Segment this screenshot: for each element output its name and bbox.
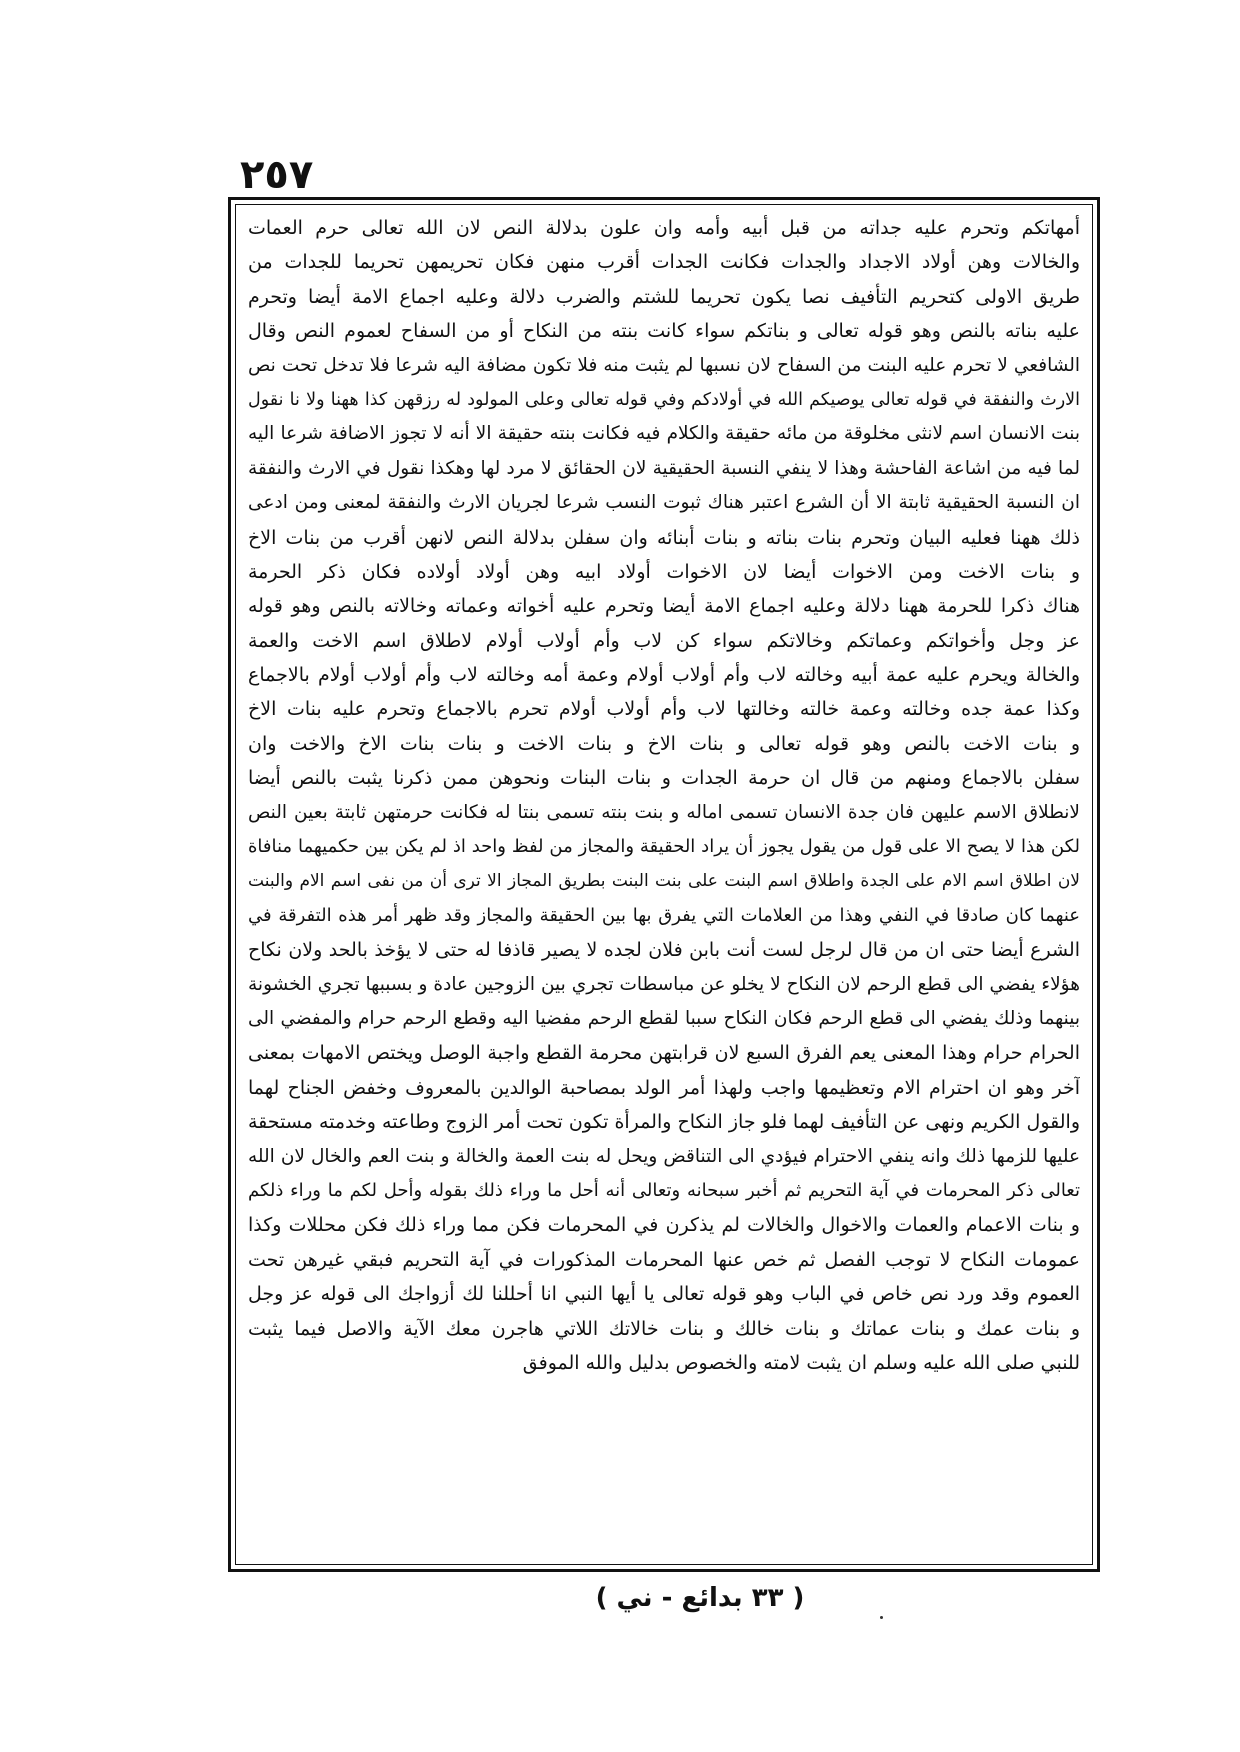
text-line: أمهاتكم وتحرم عليه جداته من قبل أبيه وأمه وان علون بدلالة النص لان الله تعالى حرم العمات [248,217,1080,239]
text-line: تعالى ذكر المحرمات في آية التحريم ثم أخبر سبحانه وتعالى أنه أحل ما وراء ذلك بقوله وأحل لكم ما وراء ذلكم [248,1179,1080,1201]
page-footer: ( ٣٣ بدائع - ني ) [595,1583,805,1613]
text-line: للنبي صلى الله عليه وسلم ان يثبت لامته والخصوص بدليل والله الموفق [522,1351,1080,1374]
page-border [228,197,1100,1572]
text-line: و بنات الاخت بالنص وهو قوله تعالى و بنات الاخ و بنات الاخت و بنات بنات الاخ والاخت وان [248,732,1080,755]
text-line: الارث والنفقة في قوله تعالى يوصيكم الله في أولادكم وفي قوله تعالى وعلى المولود له رزقهن كذا ههنا ولا نا نقول [248,389,1080,410]
text-line: طريق الاولى كتحريم التأفيف نصا يكون تحريما للشتم والضرب دلالة وعليه اجماع الامة أيضا وتحرم [248,285,1080,308]
text-line: سفلن بالاجماع ومنهم من قال ان حرمة الجدات و بنات البنات ونحوهن ممن ذكرنا يثبت بالنص أيضا [248,767,1080,790]
text-line: بنت الانسان اسم لانثى مخلوقة من مائه حقيقة والكلام فيه فكانت بنته حقيقة الا أنه لا تجوز الاضافة شرعا اليه [248,423,1080,445]
text-line: و بنات الاعمام والعمات والاخوال والخالات لم يذكرن في المحرمات فكن مما وراء ذلك فكن محللات وكذا [248,1214,1080,1237]
text-line: عنهما كان صادقا في النفي وهذا من العلامات التي يفرق بها بين الحقيقة والمجاز وقد ظهر أمر هذه التفرقة في [248,904,1080,926]
text-line: وكذا عمة جده وخالته وعمة خالته وخالتها لاب وأم أولاب أولام تحرم بالاجماع وتحرم عليه بنات الاخ [248,698,1080,721]
page-speck [880,1616,883,1619]
text-line: العموم وقد ورد نص خاص في الباب وهو قوله تعالى يا أيها النبي انا أحللنا لك أزواجك الى قوله عز وجل [248,1283,1080,1306]
text-line: و بنات عمك و بنات عماتك و بنات خالك و بنات خالاتك اللاتي هاجرن معك الآية والاصل فيما يثبت [248,1317,1080,1340]
text-line: عليها للزمها ذلك وانه ينفي الاحترام فيؤدي الى التناقض ويحل له بنت العمة والخالة و بنت العم والخال لان الله [248,1145,1080,1167]
text-line: و بنات الاخت ومن الاخوات أيضا لان الاخوات أولاد ابيه وهن أولاد أولاده فكان ذكر الحرمة [248,560,1080,583]
text-line: آخر وهو ان احترام الام وتعظيمها واجب ولهذا أمر الولد بمصاحبة الوالدين بالمعروف وخفض الجناح لهما [248,1076,1080,1099]
text-line: الحرام حرام وهذا المعنى يعم الفرق السبع لان قرابتهن محرمة القطع واجبة الوصل ويختص الامهات بمعنى [248,1042,1080,1065]
text-line: لما فيه من اشاعة الفاحشة وهذا لا ينفي النسبة الحقيقية لان الحقائق لا مرد لها وهكذا نقول في الارث والنفقة [248,457,1080,479]
text-line: الشرع أيضا حتى ان من قال لرجل لست أنت بابن فلان لجده لا يصير قاذفا له حتى لا يؤخذ بالحد ولان نكاح [248,939,1080,962]
page-number: ٢٥٧ [240,152,314,198]
text-line: لانطلاق الاسم عليهن فان جدة الانسان تسمى اماله و بنت بنته تسمى بنتا له فكانت حرمتهن ثابتة بعين النص [248,801,1080,823]
text-frame [235,204,1093,1565]
text-line: هناك ذكرا للحرمة ههنا دلالة وعليه اجماع الامة أيضا وتحرم عليه أخواته وعماته وخالاته بالنص وهو قوله [248,595,1080,618]
text-line: لان اطلاق اسم الام على الجدة واطلاق اسم البنت على بنت البنت بطريق المجاز الا ترى أن من نفى اسم الام والبنت [248,871,1080,892]
text-line: والخالات وهن أولاد الاجداد والجدات فكانت الجدات أقرب منهن فكان تحريمهن تحريما للجدات من [248,251,1080,274]
text-line: بينهما وذلك يفضي الى قطع الرحم فكان النكاح سببا لقطع الرحم مفضيا اليه وقطع الرحم حرام والمفضي الى [248,1007,1080,1029]
text-line: الشافعي لا تحرم عليه البنت من السفاح لان نسبها لم يثبت منه فلا تكون مضافة اليه شرعا فلا تدخل تحت نص [248,354,1080,376]
text-line: والخالة ويحرم عليه عمة أبيه وخالته لاب وأم أولاب أولام وعمة أمه وخالته لاب وأم أولاب أولام بالاجماع [248,664,1080,687]
text-line: عليه بناته بالنص وهو قوله تعالى و بناتكم سواء كانت بنته من النكاح أو من السفاح لعموم النص وقال [248,320,1080,343]
body-text [248,211,1080,1380]
text-line: عز وجل وأخواتكم وعماتكم وخالاتكم سواء كن لاب وأم أولاب أولام لاطلاق اسم الاخت والعمة [248,629,1080,652]
text-line: عمومات النكاح لا توجب الفصل ثم خص عنها المحرمات المذكورات في آية التحريم فبقي غيرهن تحت [248,1248,1080,1271]
text-line: ذلك ههنا فعليه البيان وتحرم بنات بناته و بنات أبنائه وان سفلن بدلالة النص لانهن أقرب من بنات الاخ [248,526,1080,549]
text-line: والقول الكريم ونهى عن التأفيف لهما فلو جاز النكاح والمرأة تكون تحت أمر الزوج وطاعته وخدمته مستحقة [248,1111,1080,1134]
text-line: لكن هذا لا يصح الا على قول من يقول يجوز أن يراد الحقيقة والمجاز من لفظ واحد اذ لم يكن بين حكميهما منافاة [248,836,1080,858]
text-line: هؤلاء يفضي الى قطع الرحم لان النكاح لا يخلو عن مباسطات تجري بين الزوجين عادة و بسببها تجري الخشونة [248,973,1080,995]
text-line: ان النسبة الحقيقية ثابتة الا أن الشرع اعتبر هناك ثبوت النسب شرعا لجريان الارث والنفقة لمعنى ومن ادعى [248,492,1080,514]
